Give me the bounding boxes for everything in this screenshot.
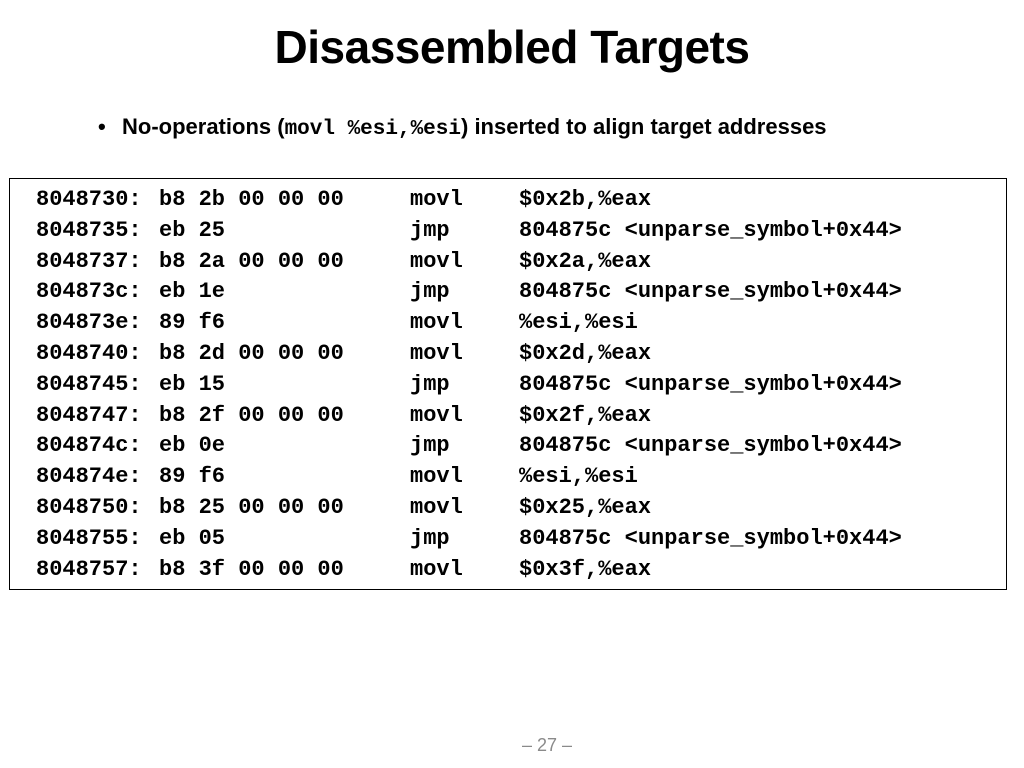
code-line (36, 493, 902, 524)
bullet-code-snippet: movl %esi,%esi (284, 118, 461, 141)
code-operands: $0x2d,%eax (519, 340, 652, 366)
code-mnemonic: jmp (410, 525, 450, 551)
page-number: – 27 – (521, 735, 573, 755)
code-bytes: eb 1e (159, 279, 226, 305)
code-operands: 804875c <unparse_symbol+0x44> (519, 525, 902, 551)
code-mnemonic: jmp (410, 279, 450, 305)
code-address: 8048735: (36, 217, 142, 243)
code-address: 8048747: (36, 402, 142, 428)
code-operands: 804875c <unparse_symbol+0x44> (519, 433, 902, 459)
code-operands: 804875c <unparse_symbol+0x44> (519, 371, 902, 397)
code-bytes: b8 2d 00 00 00 (159, 340, 344, 366)
code-mnemonic: movl (410, 340, 463, 366)
code-address: 8048745: (36, 371, 142, 397)
code-bytes: b8 3f 00 00 00 (159, 556, 344, 582)
code-address: 804873c: (36, 279, 142, 305)
code-bytes: eb 15 (159, 371, 226, 397)
code-mnemonic: movl (410, 248, 463, 274)
bullet-suffix-text: ) inserted to align target addresses (461, 114, 827, 139)
code-operands: $0x2f,%eax (519, 402, 652, 428)
bullet-point (98, 114, 827, 141)
code-address: 8048750: (36, 494, 142, 520)
code-line (36, 370, 902, 401)
code-operands: $0x3f,%eax (519, 556, 652, 582)
code-address: 8048755: (36, 525, 142, 551)
code-bytes: eb 25 (159, 217, 226, 243)
code-operands: %esi,%esi (519, 464, 638, 490)
code-operands: 804875c <unparse_symbol+0x44> (519, 217, 902, 243)
code-mnemonic: jmp (410, 371, 450, 397)
code-line (36, 277, 902, 308)
code-bytes: eb 05 (159, 525, 226, 551)
code-mnemonic: jmp (410, 217, 450, 243)
code-address: 804874c: (36, 433, 142, 459)
code-address: 8048740: (36, 340, 142, 366)
code-mnemonic: jmp (410, 433, 450, 459)
code-address: 804873e: (36, 310, 142, 336)
code-operands: $0x2a,%eax (519, 248, 652, 274)
code-bytes: b8 2f 00 00 00 (159, 402, 344, 428)
code-operands: $0x2b,%eax (519, 187, 652, 212)
disassembly-table (36, 185, 902, 585)
code-line (36, 308, 902, 339)
slide-title: Disassembled Targets (274, 21, 750, 73)
bullet-symbol: • (98, 114, 106, 139)
code-line (36, 555, 902, 586)
code-mnemonic: movl (410, 556, 463, 582)
code-operands: 804875c <unparse_symbol+0x44> (519, 279, 902, 305)
code-mnemonic: movl (410, 187, 463, 212)
code-bytes: b8 2b 00 00 00 (159, 187, 344, 212)
code-bytes: b8 25 00 00 00 (159, 494, 344, 520)
code-mnemonic: movl (410, 464, 463, 490)
code-line (36, 185, 902, 216)
code-mnemonic: movl (410, 402, 463, 428)
code-bytes: 89 f6 (159, 464, 226, 490)
code-address: 8048757: (36, 556, 142, 582)
bullet-prefix-text: No-operations ( (122, 114, 285, 139)
code-bytes: eb 0e (159, 433, 226, 459)
code-mnemonic: movl (410, 310, 463, 336)
code-bytes: 89 f6 (159, 310, 226, 336)
code-address: 804874e: (36, 464, 142, 490)
code-line (36, 401, 902, 432)
code-line (36, 216, 902, 247)
code-line (36, 247, 902, 278)
code-line (36, 339, 902, 370)
code-line (36, 462, 902, 493)
code-address: 8048730: (36, 187, 142, 212)
code-operands: $0x25,%eax (519, 494, 652, 520)
code-mnemonic: movl (410, 494, 463, 520)
disassembly-rows (36, 185, 902, 585)
code-address: 8048737: (36, 248, 142, 274)
code-line (36, 431, 902, 462)
code-line (36, 524, 902, 555)
disassembly-listing-box (9, 178, 1007, 590)
code-bytes: b8 2a 00 00 00 (159, 248, 344, 274)
code-operands: %esi,%esi (519, 310, 638, 336)
